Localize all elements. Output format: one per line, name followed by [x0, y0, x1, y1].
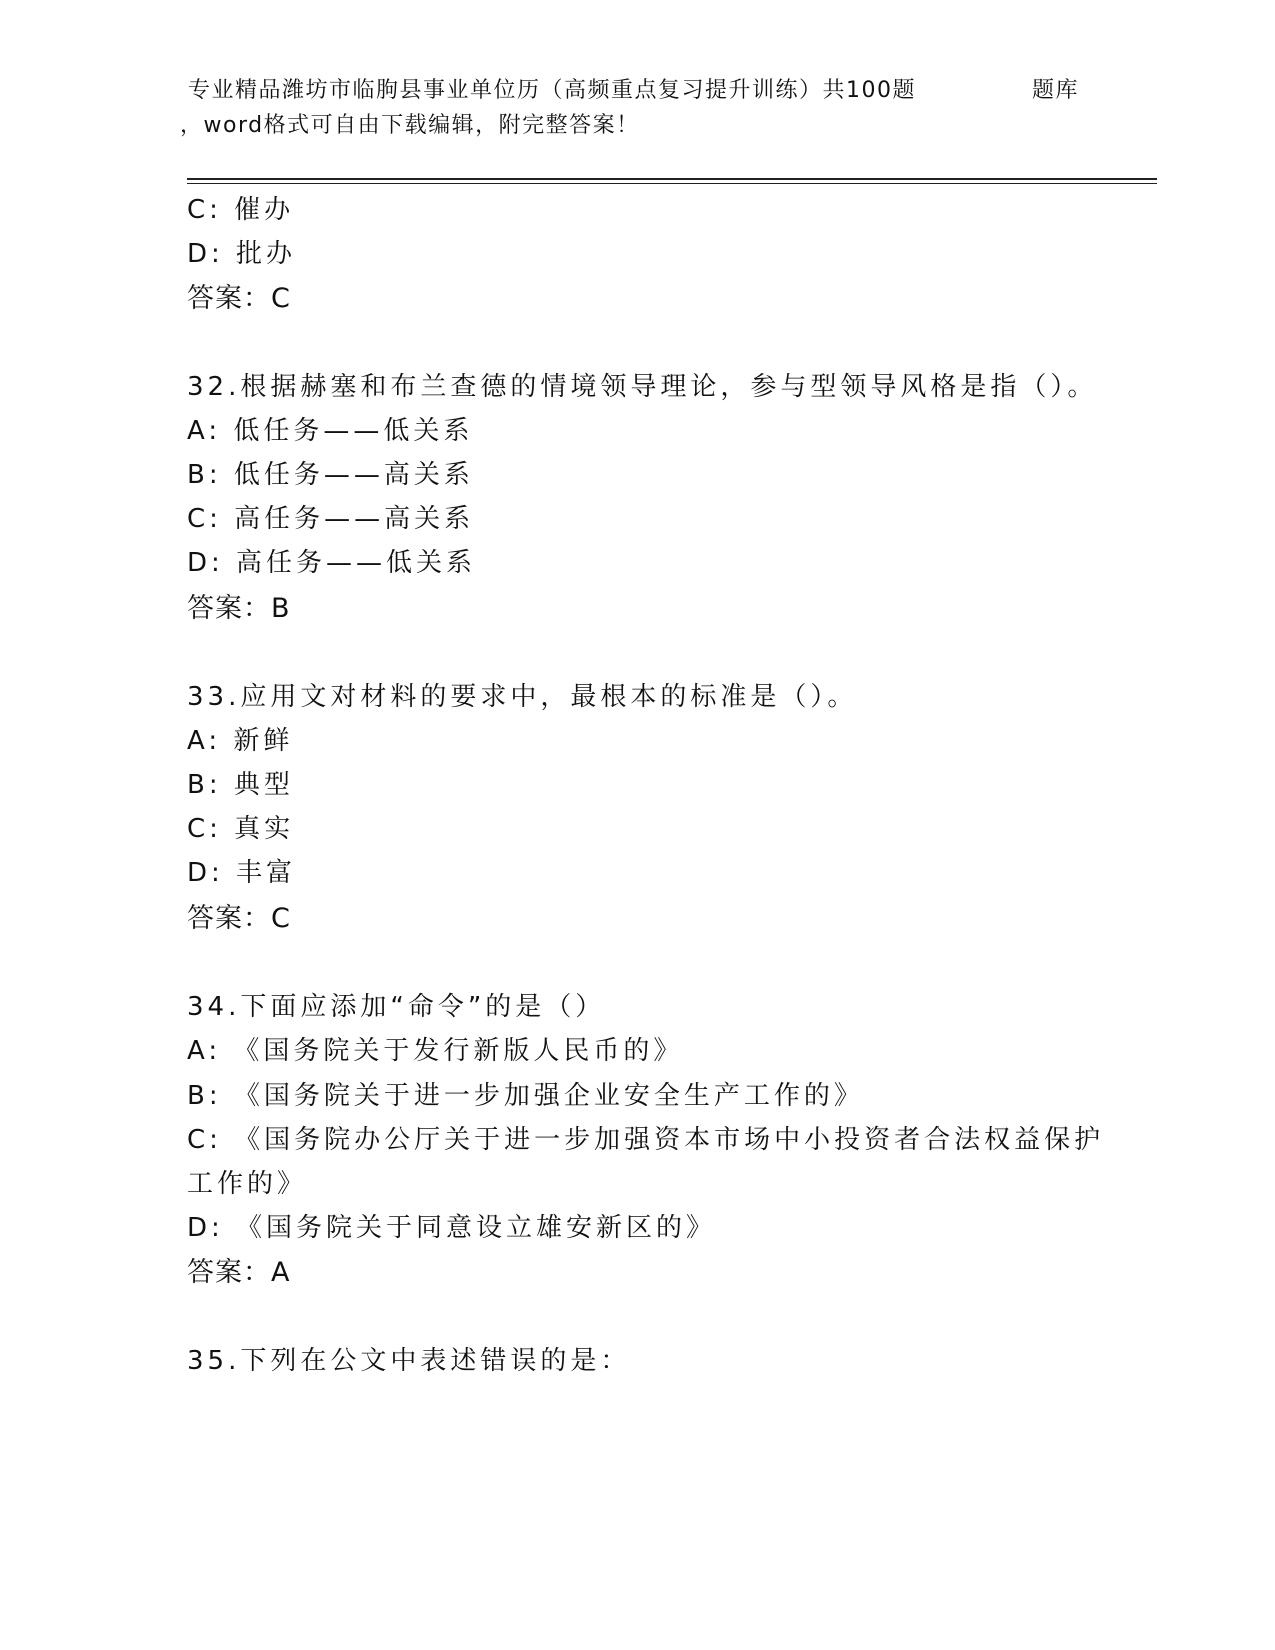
- header-divider-thick: [187, 178, 1157, 180]
- q34-answer: 答案：A: [187, 1257, 291, 1288]
- q34-option-d: D: 《国务院关于同意设立雄安新区的》: [187, 1213, 717, 1243]
- q33-option-d: D: 丰富: [187, 858, 297, 888]
- q32-option-a: A: 低任务——低关系: [187, 416, 474, 446]
- header-title-line1: 专业精品潍坊市临朐县事业单位历（高频重点复习提升训练）共100题: [188, 78, 916, 103]
- q32-option-c: C: 高任务——高关系: [187, 504, 475, 534]
- header-divider-thin: [187, 183, 1157, 184]
- header-tag: 题库: [1032, 78, 1080, 103]
- q32-question: 32.根据赫塞和布兰查德的情境领导理论，参与型领导风格是指（）。: [187, 372, 1098, 402]
- q31-answer: 答案：C: [187, 283, 291, 314]
- q32-option-d: D: 高任务——低关系: [187, 548, 477, 578]
- q33-answer: 答案：C: [187, 903, 291, 934]
- q33-option-a: A: 新鲜: [187, 726, 294, 756]
- q34-option-c-line1: C: 《国务院办公厅关于进一步加强资本市场中小投资者合法权益保护: [187, 1125, 1105, 1155]
- q33-question: 33.应用文对材料的要求中，最根本的标准是（）。: [187, 682, 858, 712]
- header-title-line2: ，word格式可自由下载编辑，附完整答案！: [180, 113, 640, 138]
- q31-option-d: D: 批办: [187, 239, 297, 269]
- q34-option-b: B: 《国务院关于进一步加强企业安全生产工作的》: [187, 1081, 864, 1111]
- q31-option-c: C: 催办: [187, 195, 295, 225]
- q34-option-c-line2: 工作的》: [187, 1169, 308, 1199]
- q32-option-b: B: 低任务——高关系: [187, 460, 474, 490]
- q33-option-c: C: 真实: [187, 814, 295, 844]
- q34-option-a: A: 《国务院关于发行新版人民币的》: [187, 1036, 684, 1066]
- q33-option-b: B: 典型: [187, 770, 294, 800]
- q32-answer: 答案：B: [187, 593, 291, 624]
- q34-question: 34.下面应添加“命令”的是（）: [187, 992, 606, 1022]
- q35-question: 35.下列在公文中表述错误的是：: [187, 1346, 631, 1376]
